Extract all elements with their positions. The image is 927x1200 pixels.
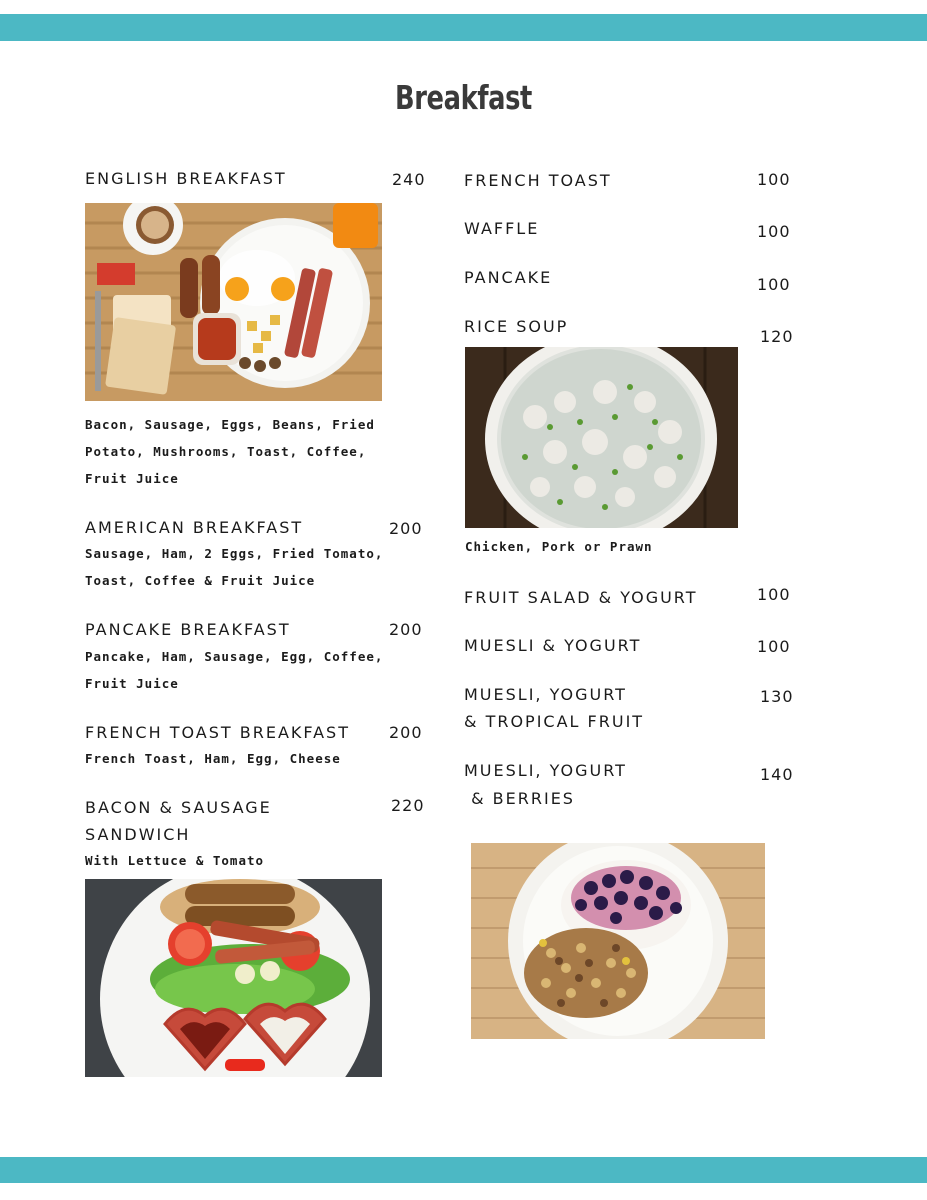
muesli-tropical-name-line1: MUESLI, YOGURT: [464, 685, 627, 704]
sandwich-description: With Lettuce & Tomato: [85, 853, 265, 868]
english-breakfast-price: 240: [392, 170, 426, 189]
sandwich-photo: [85, 879, 382, 1077]
sandwich-name-line1: BACON & SAUSAGE: [85, 798, 272, 817]
english-breakfast-name: ENGLISH BREAKFAST: [85, 169, 287, 188]
waffle-price: 100: [757, 222, 791, 241]
pancake-breakfast-name: PANCAKE BREAKFAST: [85, 620, 291, 639]
french-toast-name: FRENCH TOAST: [464, 171, 612, 190]
top-accent-bar: [0, 14, 927, 41]
muesli-yogurt-price: 100: [757, 637, 791, 656]
rice-soup-price: 120: [760, 327, 794, 346]
american-breakfast-description: Sausage, Ham, 2 Eggs, Fried Tomato, Toast, Coffee & Fruit Juice: [85, 546, 384, 588]
fruit-salad-yogurt-price: 100: [757, 585, 791, 604]
french-toast-price: 100: [757, 170, 791, 189]
pancake-name: PANCAKE: [464, 268, 553, 287]
bottom-accent-bar: [0, 1157, 927, 1183]
rice-soup-name: RICE SOUP: [464, 317, 569, 336]
rice-soup-photo: [465, 347, 738, 528]
muesli-yogurt-name: MUESLI & YOGURT: [464, 636, 642, 655]
muesli-berries-name-line1: MUESLI, YOGURT: [464, 761, 627, 780]
muesli-berries-photo: [471, 843, 765, 1039]
fruit-salad-yogurt-name: FRUIT SALAD & YOGURT: [464, 588, 698, 607]
french-toast-breakfast-description: French Toast, Ham, Egg, Cheese: [85, 751, 341, 766]
sandwich-price: 220: [391, 796, 425, 815]
muesli-berries-name-line2: & BERRIES: [464, 789, 575, 808]
sandwich-name-line2: SANDWICH: [85, 825, 191, 844]
american-breakfast-name: AMERICAN BREAKFAST: [85, 518, 304, 537]
french-toast-breakfast-price: 200: [389, 723, 423, 742]
american-breakfast-price: 200: [389, 519, 423, 538]
muesli-berries-price: 140: [760, 765, 794, 784]
french-toast-breakfast-name: FRENCH TOAST BREAKFAST: [85, 723, 350, 742]
muesli-tropical-price: 130: [760, 687, 794, 706]
muesli-tropical-name-line2: & TROPICAL FRUIT: [464, 712, 645, 731]
page-title: Breakfast: [395, 78, 532, 117]
pancake-price: 100: [757, 275, 791, 294]
pancake-breakfast-price: 200: [389, 620, 423, 639]
waffle-name: WAFFLE: [464, 219, 540, 238]
pancake-breakfast-description: Pancake, Ham, Sausage, Egg, Coffee, Fruit Juice: [85, 649, 384, 691]
english-breakfast-description: Bacon, Sausage, Eggs, Beans, Fried Potato, Mushrooms, Toast, Coffee, Fruit Juice: [85, 417, 375, 486]
english-breakfast-photo: [85, 203, 382, 401]
rice-soup-description: Chicken, Pork or Prawn: [465, 539, 653, 554]
